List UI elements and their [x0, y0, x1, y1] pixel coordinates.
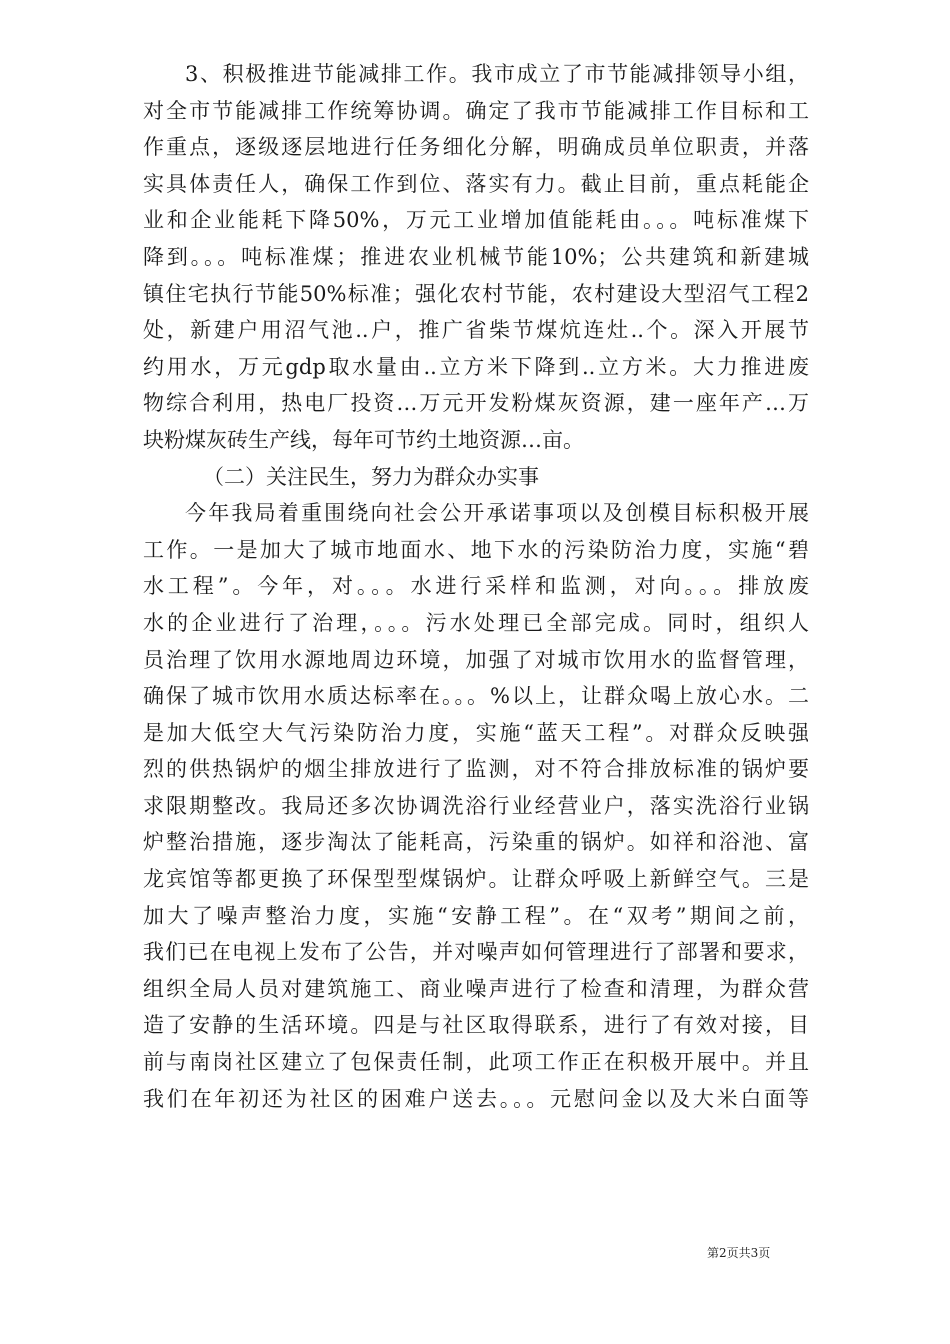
paragraph-line: 约用水，万元gdp取水量由..立方米下降到..立方米。大力推进废: [143, 354, 809, 379]
paragraph-line: 今年我局着重围绕向社会公开承诺事项以及创模目标积极开展: [185, 501, 809, 526]
paragraph-line: 处，新建户用沼气池..户，推广省柴节煤炕连灶..个。深入开展节: [143, 318, 809, 343]
paragraph-line: 加大了噪声整治力度，实施“安静工程”。在“双考”期间之前，: [143, 903, 809, 928]
paragraph-line: 实具体责任人，确保工作到位、落实有力。截止目前，重点耗能企: [143, 171, 809, 196]
section-energy-saving: [143, 56, 809, 459]
paragraph-line: 是加大低空大气污染防治力度，实施“蓝天工程”。对群众反映强: [143, 720, 809, 745]
paragraph-line: 3、积极推进节能减排工作。我市成立了市节能减排领导小组，: [185, 62, 809, 86]
paragraph-line: 降到。。。吨标准煤；推进农业机械节能10%；公共建筑和新建城: [143, 244, 809, 269]
paragraph-line: 造了安静的生活环境。四是与社区取得联系，进行了有效对接，目: [143, 1013, 809, 1038]
paragraph-line: 烈的供热锅炉的烟尘排放进行了监测，对不符合排放标准的锅炉要: [143, 757, 809, 782]
paragraph-line: 我们在年初还为社区的困难户送去。。。元慰问金以及大米白面等: [143, 1086, 809, 1111]
paragraph-line: 确保了城市饮用水质达标率在。。。%以上，让群众喝上放心水。二: [143, 684, 809, 709]
paragraph-line: 前与南岗社区建立了包保责任制，此项工作正在积极开展中。并且: [143, 1050, 809, 1075]
paragraph-line: 业和企业能耗下降50%，万元工业增加值能耗由。。。吨标准煤下: [143, 208, 809, 233]
paragraph-line: 员治理了饮用水源地周边环境，加强了对城市饮用水的监督管理，: [143, 647, 809, 672]
paragraph-line: 炉整治措施，逐步淘汰了能耗高，污染重的锅炉。如祥和浴池、富: [143, 830, 809, 855]
paragraph-line: 工作。一是加大了城市地面水、地下水的污染防治力度，实施“碧: [143, 537, 809, 562]
paragraph-line: 对全市节能减排工作统筹协调。确定了我市节能减排工作目标和工: [143, 98, 809, 123]
paragraph-line: 水工程”。今年，对。。。水进行采样和监测，对向。。。排放废: [143, 574, 809, 599]
section-livelihood: [143, 495, 809, 1117]
paragraph-line: 我们已在电视上发布了公告，并对噪声如何管理进行了部署和要求，: [143, 940, 809, 965]
section-heading: （二）关注民生，努力为群众办实事: [203, 464, 539, 489]
paragraph-line: 水的企业进行了治理，。。。污水处理已全部完成。同时，组织人: [143, 610, 809, 635]
paragraph-line: 组织全局人员对建筑施工、商业噪声进行了检查和清理，为群众营: [143, 976, 809, 1001]
paragraph-line: 镇住宅执行节能50%标准；强化农村节能，农村建设大型沼气工程2: [143, 281, 809, 306]
paragraph-line: 求限期整改。我局还多次协调洗浴行业经营业户，落实洗浴行业锅: [143, 793, 809, 818]
paragraph-line: 作重点，逐级逐层地进行任务细化分解，明确成员单位职责，并落: [143, 135, 809, 160]
paragraph-line: 块粉煤灰砖生产线，每年可节约土地资源…亩。: [143, 427, 584, 452]
page-number: 第2页共3页: [707, 1246, 771, 1260]
paragraph-line: 龙宾馆等都更换了环保型型煤锅炉。让群众呼吸上新鲜空气。三是: [143, 867, 809, 892]
document-body: [143, 56, 809, 1117]
paragraph-line: 物综合利用，热电厂投资…万元开发粉煤灰资源，建一座年产…万: [143, 391, 809, 416]
